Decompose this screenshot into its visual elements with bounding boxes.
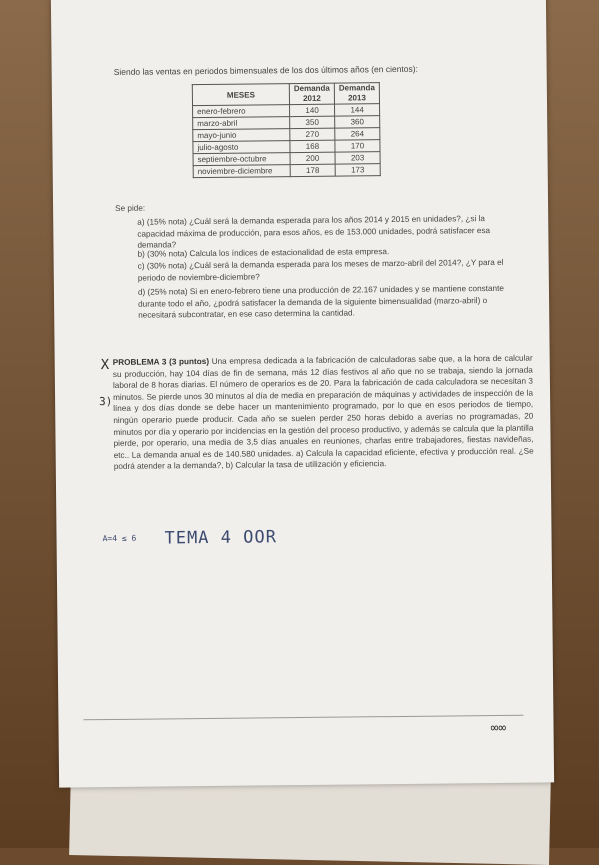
cell-value: 140 [290,104,335,116]
header-2013: Demanda 2013 [334,83,379,104]
problem-heading: PROBLEMA 3 (3 puntos) [112,356,210,367]
intro-text: Siendo las ventas en periodos bimensuales de los dos últimos años (en cientos): [113,63,418,77]
sales-table [192,82,381,178]
exam-sheet [51,0,554,788]
question-a: a) (15% nota) ¿Cuál será la demanda esperada para los años 2014 y 2015 en unidades?, ¿si la capacidad máxima de producción, para esos años, es de 153.000 unidades, podrá satisfacer esa demanda? [137,214,491,250]
cell-value: 173 [335,164,380,176]
page-content [51,0,554,788]
signature: ∞∞ [490,720,507,737]
problem-body: Una empresa dedicada a la fabricación de calculadoras sabe que, a la hora de calcular su producción, hay 104 días de fin de semana, más 12 días festivos al año que no se trabaja, siendo la jornada laboral de 8 horas diarias. El número de operarios es de 20. Para la fabricación de cada calculadora se necesitan 3 minutos. Se pierde unos 30 minutos al día de media en preparación de máquinas y actividades de inspección de la línea y dos días donde se debe hacer un mantenimiento programado, por lo que en esos periodos de tiempo, ningún operario puede producir. Cada año se suelen perder 250 horas debido a averías no programadas, 20 minutos por día y operario por incidencias en la gestión del proceso productivo, y además se calcula que la plantilla pierde, por operario, una media de 3,5 días anuales en reuniones, charlas entre trabajadores, fiestas navideñas, etc.. La demanda anual es de 140.580 unidades. a) Calcula la capacidad eficiente, efectiva y producción real. ¿Se podrá atender a la demanda?, b) Calcular la tasa de utilización y eficiencia. [112,353,534,472]
section-label: Se pide: [115,203,146,213]
cell-month: mayo-junio [193,129,290,142]
cell-month: marzo-abril [193,117,290,130]
question-b: b) (30% nota) Calcula los índices de estacionalidad de esta empresa. [137,247,390,259]
header-2012: Demanda 2012 [289,83,334,104]
cell-value: 264 [335,128,380,140]
handwritten-cross: X [100,357,110,374]
table-header-row [192,83,379,106]
question-c: c) (30% nota) ¿Cuál será la demanda esperada para los meses de marzo-abril del 2014?, ¿Y para el periodo de noviembre-diciembre? [137,257,504,283]
cell-value: 200 [290,152,335,164]
cell-value: 350 [290,116,335,128]
cell-value: 170 [335,140,380,152]
table-row [193,164,380,178]
cell-value: 144 [335,104,380,116]
cell-value: 270 [290,128,335,140]
cell-month: julio-agosto [193,141,290,154]
problem-3 [113,353,534,473]
question-d: d) (25% nota) Si en enero-febrero tiene una producción de 22.167 unidades y se mantiene constante durante todo el año, ¿podrá satisfacer la demanda de la siguiente bimensualidad (marzo-abril) o necesitará subcontratar, en ese caso determina la cantidad. [137,283,504,320]
cell-month: septiembre-octubre [193,153,290,166]
handwritten-note: A=4 ≤ 6 [102,533,137,544]
cell-value: 360 [335,116,380,128]
cell-month: enero-febrero [193,105,290,118]
cell-value: 203 [335,152,380,164]
cell-value: 178 [290,164,335,176]
header-months: MESES [192,84,289,106]
footer-divider [83,715,523,721]
cell-value: 168 [290,140,335,152]
handwritten-mark: 3) [99,394,113,409]
cell-month: noviembre-diciembre [193,165,290,178]
handwritten-topic: TEMA 4 OOR [164,527,278,549]
